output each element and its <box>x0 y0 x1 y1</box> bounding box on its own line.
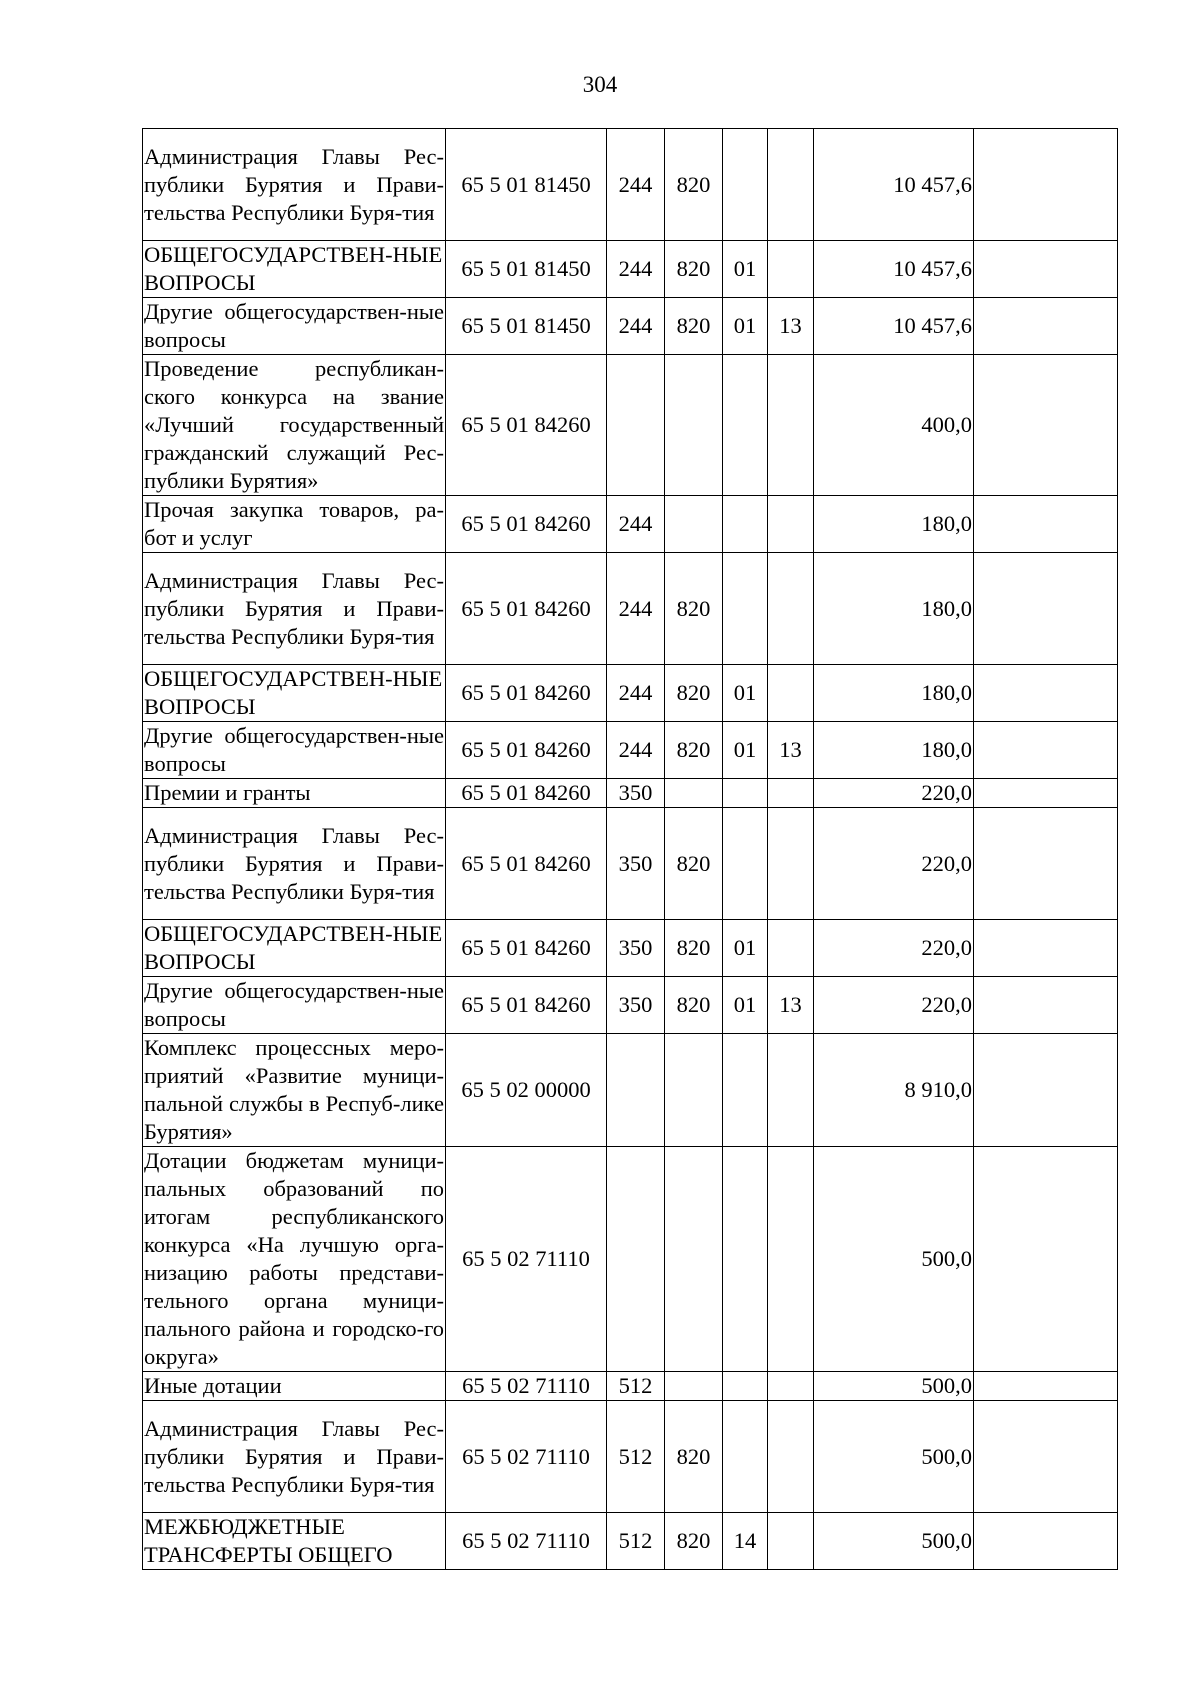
admin-code-cell <box>665 1034 723 1147</box>
section-cell: 01 <box>723 241 768 298</box>
expense-type-cell: 350 <box>607 779 665 808</box>
amount-cell: 10 457,6 <box>814 241 974 298</box>
section-cell: 14 <box>723 1513 768 1570</box>
budget-table <box>142 128 1118 1570</box>
expense-type-cell: 244 <box>607 722 665 779</box>
admin-code-cell <box>665 1147 723 1372</box>
section-cell <box>723 553 768 665</box>
table-row <box>143 920 1118 977</box>
section-cell <box>723 1372 768 1401</box>
amount-cell: 400,0 <box>814 355 974 496</box>
amount-cell: 220,0 <box>814 808 974 920</box>
row-name-cell: Прочая закупка товаров, ра-бот и услуг <box>143 496 446 553</box>
section-cell <box>723 496 768 553</box>
table-row <box>143 1147 1118 1372</box>
row-name-cell: ОБЩЕГОСУДАРСТВЕН-НЫЕ ВОПРОСЫ <box>143 665 446 722</box>
admin-code-cell: 820 <box>665 129 723 241</box>
admin-code-cell: 820 <box>665 665 723 722</box>
empty-cell <box>974 779 1118 808</box>
section-cell: 01 <box>723 722 768 779</box>
subsection-cell: 13 <box>768 298 814 355</box>
section-cell: 01 <box>723 665 768 722</box>
table-row <box>143 977 1118 1034</box>
row-name-cell: Другие общегосударствен-ные вопросы <box>143 298 446 355</box>
section-cell <box>723 129 768 241</box>
empty-cell <box>974 1034 1118 1147</box>
empty-cell <box>974 977 1118 1034</box>
subsection-cell <box>768 808 814 920</box>
table-row <box>143 1034 1118 1147</box>
amount-cell: 220,0 <box>814 977 974 1034</box>
subsection-cell <box>768 920 814 977</box>
empty-cell <box>974 722 1118 779</box>
empty-cell <box>974 1372 1118 1401</box>
empty-cell <box>974 129 1118 241</box>
empty-cell <box>974 1401 1118 1513</box>
expense-type-cell: 350 <box>607 920 665 977</box>
expense-type-cell: 512 <box>607 1372 665 1401</box>
admin-code-cell <box>665 779 723 808</box>
table-row <box>143 722 1118 779</box>
amount-cell: 500,0 <box>814 1147 974 1372</box>
admin-code-cell: 820 <box>665 920 723 977</box>
target-article-cell: 65 5 02 71110 <box>446 1401 607 1513</box>
amount-cell: 180,0 <box>814 722 974 779</box>
admin-code-cell: 820 <box>665 1513 723 1570</box>
subsection-cell <box>768 241 814 298</box>
subsection-cell <box>768 665 814 722</box>
row-name-cell: Проведение республикан-ского конкурса на звание «Лучший государственный гражданский служащий Рес-публики Бурятия» <box>143 355 446 496</box>
row-name-cell: ОБЩЕГОСУДАРСТВЕН-НЫЕ ВОПРОСЫ <box>143 241 446 298</box>
admin-code-cell: 820 <box>665 977 723 1034</box>
page-number: 304 <box>582 72 618 97</box>
section-cell <box>723 808 768 920</box>
expense-type-cell: 244 <box>607 241 665 298</box>
expense-type-cell: 350 <box>607 808 665 920</box>
admin-code-cell: 820 <box>665 1401 723 1513</box>
row-name-cell: Администрация Главы Рес-публики Бурятия и Прави-тельства Республики Буря-тия <box>143 129 446 241</box>
row-name-cell: Другие общегосударствен-ные вопросы <box>143 977 446 1034</box>
section-cell <box>723 1401 768 1513</box>
expense-type-cell: 244 <box>607 298 665 355</box>
admin-code-cell <box>665 355 723 496</box>
subsection-cell: 13 <box>768 977 814 1034</box>
section-cell: 01 <box>723 298 768 355</box>
target-article-cell: 65 5 02 71110 <box>446 1147 607 1372</box>
subsection-cell <box>768 1372 814 1401</box>
section-cell <box>723 1034 768 1147</box>
target-article-cell: 65 5 01 84260 <box>446 496 607 553</box>
table-row <box>143 241 1118 298</box>
admin-code-cell: 820 <box>665 241 723 298</box>
expense-type-cell: 512 <box>607 1401 665 1513</box>
amount-cell: 220,0 <box>814 779 974 808</box>
table-row <box>143 298 1118 355</box>
amount-cell: 180,0 <box>814 665 974 722</box>
target-article-cell: 65 5 01 84260 <box>446 722 607 779</box>
subsection-cell <box>768 779 814 808</box>
section-cell <box>723 355 768 496</box>
empty-cell <box>974 241 1118 298</box>
row-name-cell: Иные дотации <box>143 1372 446 1401</box>
empty-cell <box>974 496 1118 553</box>
target-article-cell: 65 5 01 84260 <box>446 553 607 665</box>
amount-cell: 10 457,6 <box>814 298 974 355</box>
target-article-cell: 65 5 01 84260 <box>446 779 607 808</box>
subsection-cell <box>768 553 814 665</box>
expense-type-cell: 244 <box>607 665 665 722</box>
subsection-cell <box>768 496 814 553</box>
row-name-cell: Другие общегосударствен-ные вопросы <box>143 722 446 779</box>
empty-cell <box>974 553 1118 665</box>
amount-cell: 10 457,6 <box>814 129 974 241</box>
expense-type-cell: 350 <box>607 977 665 1034</box>
expense-type-cell: 244 <box>607 129 665 241</box>
target-article-cell: 65 5 01 84260 <box>446 665 607 722</box>
row-name-cell: ОБЩЕГОСУДАРСТВЕН-НЫЕ ВОПРОСЫ <box>143 920 446 977</box>
amount-cell: 8 910,0 <box>814 1034 974 1147</box>
target-article-cell: 65 5 02 71110 <box>446 1372 607 1401</box>
empty-cell <box>974 920 1118 977</box>
subsection-cell <box>768 1401 814 1513</box>
table-row <box>143 553 1118 665</box>
target-article-cell: 65 5 01 84260 <box>446 808 607 920</box>
target-article-cell: 65 5 01 81450 <box>446 129 607 241</box>
row-name-cell: Администрация Главы Рес-публики Бурятия и Прави-тельства Республики Буря-тия <box>143 1401 446 1513</box>
subsection-cell <box>768 1034 814 1147</box>
section-cell: 01 <box>723 920 768 977</box>
admin-code-cell: 820 <box>665 808 723 920</box>
row-name-cell: Премии и гранты <box>143 779 446 808</box>
empty-cell <box>974 298 1118 355</box>
subsection-cell <box>768 1513 814 1570</box>
table-row <box>143 1401 1118 1513</box>
row-name-cell: Администрация Главы Рес-публики Бурятия и Прави-тельства Республики Буря-тия <box>143 553 446 665</box>
target-article-cell: 65 5 01 81450 <box>446 298 607 355</box>
target-article-cell: 65 5 01 84260 <box>446 920 607 977</box>
expense-type-cell <box>607 1147 665 1372</box>
expense-type-cell: 244 <box>607 553 665 665</box>
subsection-cell <box>768 355 814 496</box>
table-row <box>143 1513 1118 1570</box>
row-name-cell: Дотации бюджетам муници-пальных образований по итогам республиканского конкурса «На лучшую орга-низацию работы представи-тельного органа муници-пального района и городско-го округа» <box>143 1147 446 1372</box>
table-row <box>143 779 1118 808</box>
empty-cell <box>974 665 1118 722</box>
admin-code-cell: 820 <box>665 722 723 779</box>
table-row <box>143 1372 1118 1401</box>
amount-cell: 500,0 <box>814 1372 974 1401</box>
target-article-cell: 65 5 02 00000 <box>446 1034 607 1147</box>
admin-code-cell <box>665 496 723 553</box>
amount-cell: 180,0 <box>814 496 974 553</box>
target-article-cell: 65 5 01 84260 <box>446 355 607 496</box>
amount-cell: 500,0 <box>814 1513 974 1570</box>
section-cell: 01 <box>723 977 768 1034</box>
subsection-cell <box>768 1147 814 1372</box>
table-row <box>143 129 1118 241</box>
row-name-cell: Администрация Главы Рес-публики Бурятия и Прави-тельства Республики Буря-тия <box>143 808 446 920</box>
expense-type-cell <box>607 1034 665 1147</box>
section-cell <box>723 1147 768 1372</box>
empty-cell <box>974 355 1118 496</box>
table-row <box>143 665 1118 722</box>
admin-code-cell: 820 <box>665 298 723 355</box>
target-article-cell: 65 5 01 84260 <box>446 977 607 1034</box>
empty-cell <box>974 1147 1118 1372</box>
row-name-cell: Комплекс процессных меро-приятий «Развитие муници-пальной службы в Респуб-лике Бурятия» <box>143 1034 446 1147</box>
subsection-cell: 13 <box>768 722 814 779</box>
table-row <box>143 496 1118 553</box>
table-row <box>143 808 1118 920</box>
admin-code-cell: 820 <box>665 553 723 665</box>
section-cell <box>723 779 768 808</box>
amount-cell: 220,0 <box>814 920 974 977</box>
row-name-cell: МЕЖБЮДЖЕТНЫЕ ТРАНСФЕРТЫ ОБЩЕГО <box>143 1513 446 1570</box>
admin-code-cell <box>665 1372 723 1401</box>
target-article-cell: 65 5 01 81450 <box>446 241 607 298</box>
expense-type-cell <box>607 355 665 496</box>
target-article-cell: 65 5 02 71110 <box>446 1513 607 1570</box>
amount-cell: 180,0 <box>814 553 974 665</box>
amount-cell: 500,0 <box>814 1401 974 1513</box>
empty-cell <box>974 808 1118 920</box>
expense-type-cell: 244 <box>607 496 665 553</box>
subsection-cell <box>768 129 814 241</box>
table-row <box>143 355 1118 496</box>
empty-cell <box>974 1513 1118 1570</box>
expense-type-cell: 512 <box>607 1513 665 1570</box>
